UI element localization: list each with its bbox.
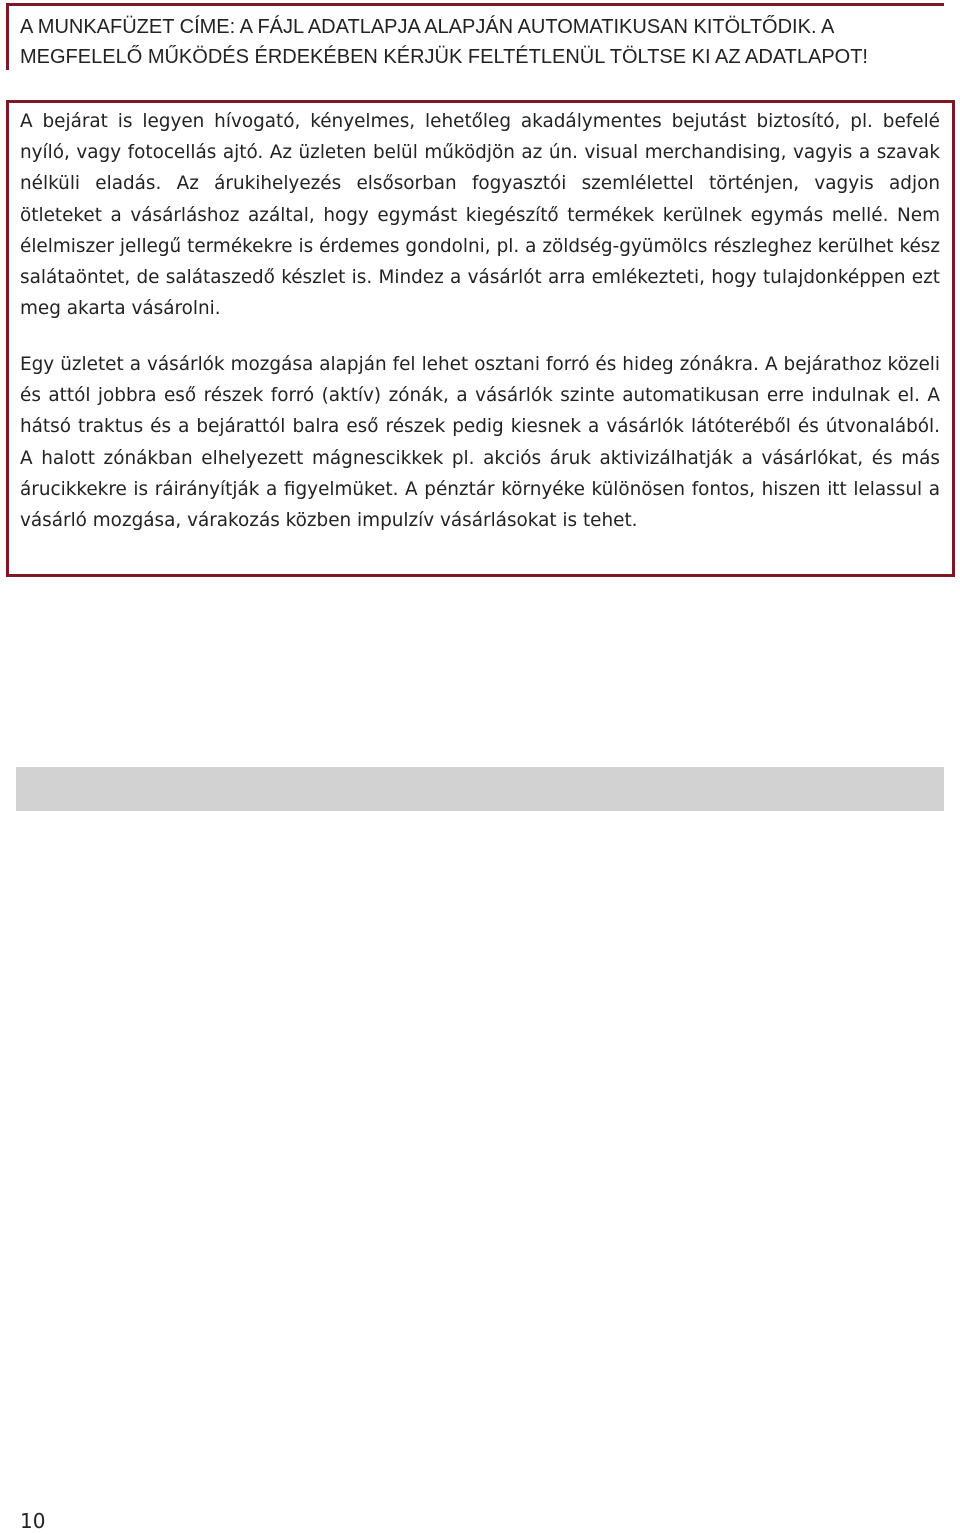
workbook-title-notice: A MUNKAFÜZET CÍME: A FÁJL ADATLAPJA ALAPJÁN AUTOMATIKUSAN KITÖLTŐDIK. A MEGFELELŐ MŰKÖDÉS ÉRDEKÉBEN KÉRJÜK FELTÉTLENÜL TÖLTSE KI AZ ADATLAPOT! [20, 16, 868, 68]
gray-divider-bar [16, 767, 944, 811]
paragraph-store-zones: Egy üzletet a vásárlók mozgása alapján fel lehet osztani forró és hideg zónákra. A bejárathoz közeli és attól jobbra eső részek forró (aktív) zónák, a vásárlók szinte automatikusan erre indulnak el. A hátsó traktus és a bejárattól balra eső részek pedig kiesnek a vásárlók látóteréből és útvonalából. A halott zónákban elhelyezett mágnescikkek pl. akciós áruk aktivizálhatják a vásárlókat, és más árucikkekre is ráirányítják a figyelmüket. A pénztár környéke különösen fontos, hiszen itt lelassul a vásárló mozgása, várakozás közben impulzív vásárlásokat is tehet. [20, 354, 940, 532]
paragraph-store-entrance: A bejárat is legyen hívogató, kényelmes, lehetőleg akadálymentes bejutást biztosító, pl. befelé nyíló, vagy fotocellás ajtó. Az üzleten belül működjön az ún. visual merchandising, vagyis a szavak nélküli eladás. Az árukihelyezés elsősorban fogyasztói szemlélettel történjen, vagyis adjon ötleteket a vásárláshoz azáltal, hogy egymást kiegészítő termékek kerülnek egymás mellé. Nem élelmiszer jellegű termékekre is érdemes gondolni, pl. a zöldség-gyümölcs részleghez kerülhet kész salátaöntet, de salátaszedő készlet is. Mindez a vásárlót arra emlékezteti, hogy tulajdonképpen ezt meg akarta vásárolni. [20, 111, 940, 320]
page-number: 10 [20, 1509, 46, 1533]
